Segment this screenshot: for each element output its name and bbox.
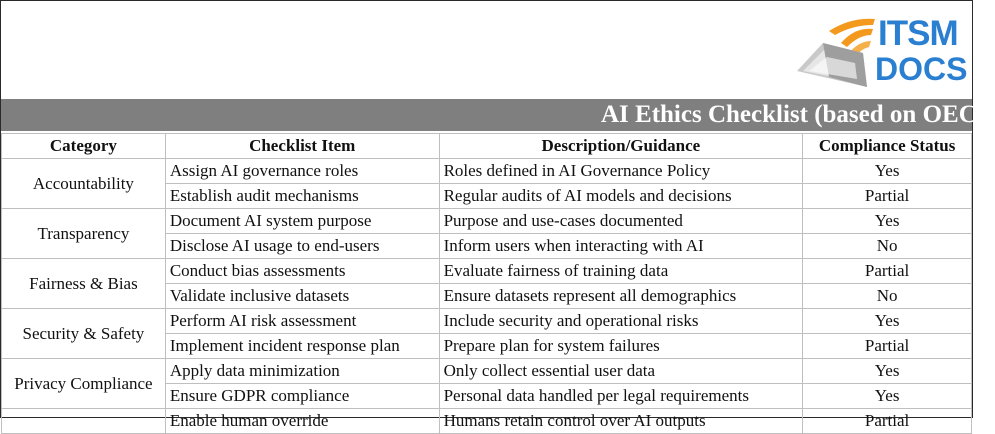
table-row [2,309,972,334]
itsm-docs-logo [789,13,969,91]
description-cell[interactable]: Regular audits of AI models and decisions [439,184,803,209]
description-cell[interactable]: Humans retain control over AI outputs [439,409,803,434]
status-cell[interactable]: Yes [803,359,972,384]
header-row [2,134,972,159]
description-cell[interactable]: Ensure datasets represent all demographics [439,284,803,309]
header-description[interactable]: Description/Guidance [439,134,803,159]
status-cell[interactable]: Yes [803,309,972,334]
logo-docs-text: DOCS [875,51,968,87]
status-cell[interactable]: Yes [803,159,972,184]
status-cell[interactable]: Partial [803,259,972,284]
status-cell[interactable]: Yes [803,384,972,409]
status-cell[interactable]: Partial [803,184,972,209]
checklist-table [1,133,972,434]
status-cell[interactable]: Yes [803,209,972,234]
header-category[interactable]: Category [2,134,166,159]
description-cell[interactable]: Prepare plan for system failures [439,334,803,359]
description-cell[interactable]: Include security and operational risks [439,309,803,334]
category-cell-accountability[interactable]: Accountability [2,159,166,209]
title-banner [1,99,995,131]
category-cell-empty[interactable] [2,409,166,434]
sheet-title: AI Ethics Checklist (based on OECD [601,101,995,128]
status-cell[interactable]: No [803,234,972,259]
status-cell[interactable]: Partial [803,334,972,359]
category-cell-security-safety[interactable]: Security & Safety [2,309,166,359]
category-cell-privacy-compliance[interactable]: Privacy Compliance [2,359,166,409]
table-row [2,359,972,384]
logo-itsm-text: ITSM [878,14,958,53]
checklist-item-cell[interactable]: Implement incident response plan [165,334,439,359]
table-row [2,209,972,234]
category-cell-transparency[interactable]: Transparency [2,209,166,259]
description-cell[interactable]: Inform users when interacting with AI [439,234,803,259]
description-cell[interactable]: Roles defined in AI Governance Policy [439,159,803,184]
checklist-item-cell[interactable]: Document AI system purpose [165,209,439,234]
checklist-item-cell[interactable]: Ensure GDPR compliance [165,384,439,409]
category-cell-fairness-bias[interactable]: Fairness & Bias [2,259,166,309]
checklist-item-cell[interactable]: Disclose AI usage to end-users [165,234,439,259]
status-cell[interactable]: Partial [803,409,972,434]
checklist-item-cell[interactable]: Assign AI governance roles [165,159,439,184]
description-cell[interactable]: Evaluate fairness of training data [439,259,803,284]
description-cell[interactable]: Only collect essential user data [439,359,803,384]
checklist-item-cell[interactable]: Validate inclusive datasets [165,284,439,309]
checklist-item-cell[interactable]: Perform AI risk assessment [165,309,439,334]
table-row [2,159,972,184]
table-row-partial [2,409,972,434]
table-row [2,259,972,284]
header-compliance-status[interactable]: Compliance Status [803,134,972,159]
checklist-item-cell[interactable]: Enable human override [165,409,439,434]
checklist-item-cell[interactable]: Establish audit mechanisms [165,184,439,209]
description-cell[interactable]: Personal data handled per legal requirements [439,384,803,409]
header-checklist-item[interactable]: Checklist Item [165,134,439,159]
checklist-item-cell[interactable]: Conduct bias assessments [165,259,439,284]
description-cell[interactable]: Purpose and use-cases documented [439,209,803,234]
status-cell[interactable]: No [803,284,972,309]
checklist-item-cell[interactable]: Apply data minimization [165,359,439,384]
